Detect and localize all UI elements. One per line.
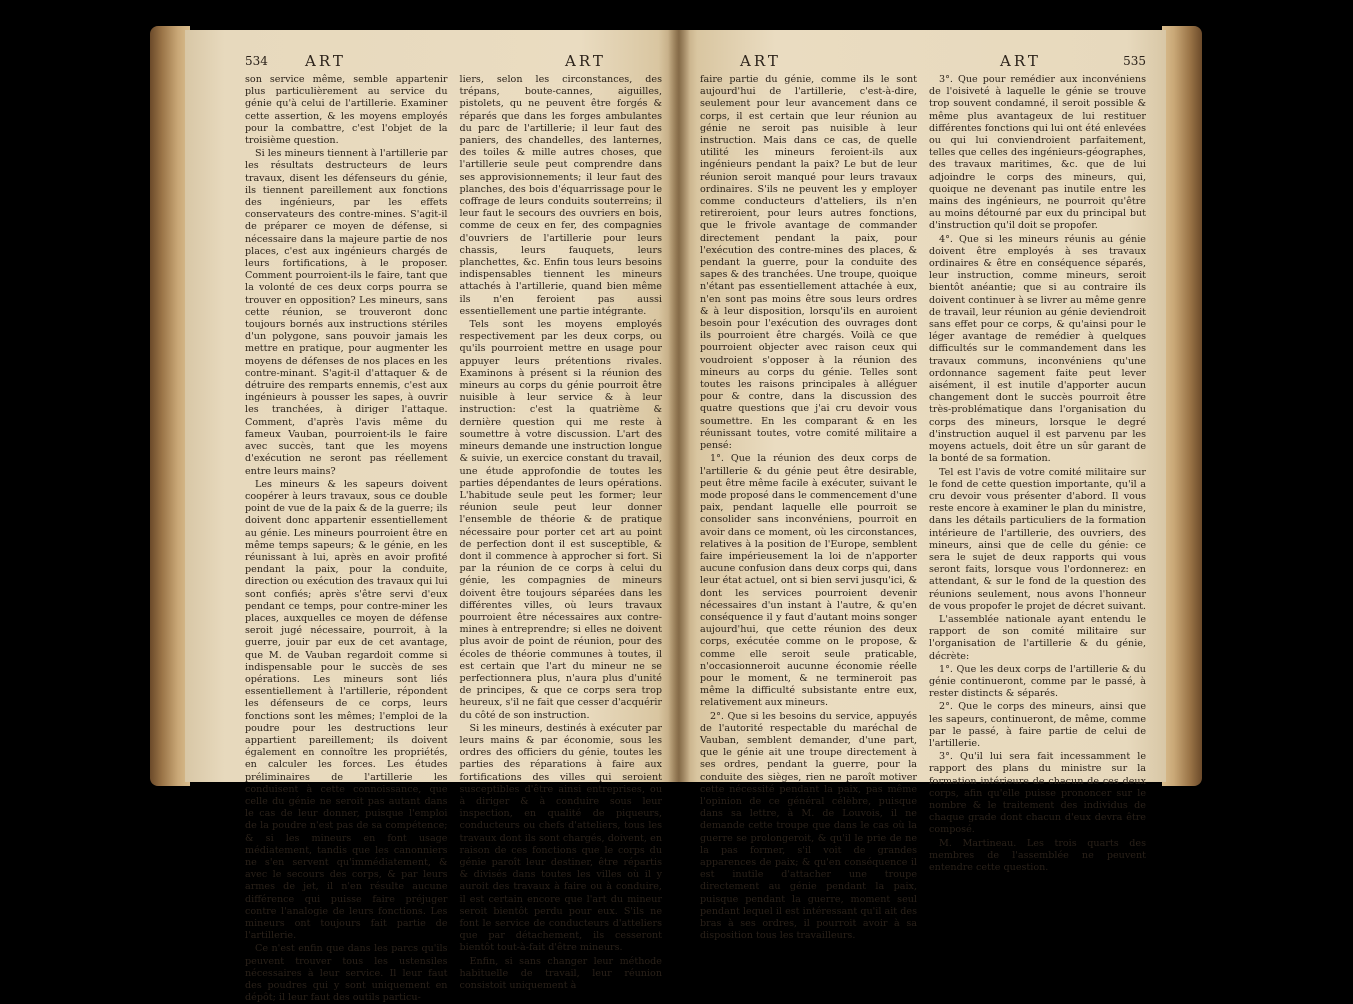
paragraph: 2°. Que si les besoins du service, appuyés de l'autorité respectable du maréchal de Vauban, semblent demander, d'une part, que le génie ait une troupe directement à ses ordres, pendant la guerre, pour la conduite des sièges, rien ne paroît motiver cette nécessité pendant la paix, pas même l'opinion de ce général célèbre, puisque dans sa lettre, à M. de Louvois, il ne demande cette troupe que dans le cas où la guerre se prolongeroit, & qu'il le prie de ne la pas former, s'il voit de grandes apparences de paix; & qu'en conséquence il est inutile d'attacher une troupe directement au génie pendant la paix, puisque pendant la guerre, moment seul pendant lequel il est intéressant qu'il ait des bras à ses ordres, il pourroit avoir à sa disposition tous les travailleurs. <box>700 710 917 942</box>
headword-left-a: ART <box>305 52 346 70</box>
paragraph: 1°. Que la réunion des deux corps de l'artillerie & du génie peut être desirable, peut être même facile à exécuter, suivant le mode proposé dans le commencement d'une paix, pendant laquelle elle pourroit se consolider sans inconvéniens, pourroit en avoir dans ce moment, où les circonstances, relatives à la position de l'Europe, semblent faire impérieusement la loi de n'apporter aucune confusion dans deux corps qui, dans leur état actuel, ont si bien servi jusqu'ici, & dont les services pourroient devenir nécessaires d'un instant à l'autre, & qu'en conséquence il y faut d'autant moins songer aujourd'hui, que cette réunion des deux corps, exécutée comme on le propose, & comme elle seroit seule praticable, n'occasionneroit aucunne économie réelle pour le moment, & ne termineroit pas même la difficulté subsistante entre eux, relativement aux mineurs. <box>700 453 917 709</box>
paragraph: 4°. Que si les mineurs réunis au génie doivent être employés à ses travaux ordinaires & être en conséquence séparés, leur instruction, comme mineurs, seroit bientôt anéantie; que si au contraire ils doivent continuer à se livrer au même genre de travail, leur réunion au génie deviendroit sans effet pour ce corps, & qu'ainsi pour le léger avantage de remédier à quelques difficultés sur le commandement dans les travaux communs, inconvéniens qu'une ordonnance sagement faite peut lever aisément, il est inutile d'apporter aucun changement dont le succès pourroit être très-problématique dans l'organisation du corps des mineurs, lorsque le degré d'instruction auquel il est parvenu par les moyens actuels, doit être un sûr garant de la bonté de sa formation. <box>929 233 1146 465</box>
headword-right-a: ART <box>740 52 781 70</box>
left-page <box>185 30 678 1004</box>
page-number-right: 535 <box>1123 54 1146 68</box>
right-page <box>678 30 1166 942</box>
paragraph: 3°. Que pour remédier aux inconvéniens de l'oisiveté à laquelle le génie se trouve trop souvent condamné, il seroit possible & même plus avantageux de lui restituer différentes fonctions qui lui ont été enlevées ou qui lui conviendroient parfaitement, telles que celles des ingénieurs-géographes, des travaux maritimes, &c. que de lui adjoindre le corps des mineurs, qui, quoique ne devenant pas inutile entre les mains des ingénieurs, ne pourroit qu'être au moins détourné par eux du principal but d'instruction qu'il doit se propofer. <box>929 74 1146 232</box>
headword-right-b: ART <box>1000 52 1041 70</box>
right-page-column-2 <box>929 74 1146 873</box>
paragraph: 3°. Qu'il lui sera fait incessamment le rapport des plans du ministre sur la formation intérieure de chacun de ces deux corps, afin qu'elle puisse prononcer sur le nombre & le traitement des individus de chaque grade dont chacun d'eux devra être composé. <box>929 751 1146 836</box>
paragraph: liers, selon les circonstances, des trépans, boute-cannes, aiguilles, pistolets, qu ne peuvent être forgés & réparés que dans les forges ambulantes du parc de l'artillerie; il leur faut des paniers, des chandelles, des lanternes, des toiles & mille autres choses, que l'artillerie seule peut comprendre dans ses approvisionnements; il leur faut des planches, des bois d'équarrissage pour le coffrage de leurs conduits souterreins; il leur faut le secours des ouvriers en bois, comme de ceux en fer, des compagnies d'ouvriers de l'artillerie pour leurs chassis, leurs fauquets, leurs planchettes, &c. Enfin tous leurs besoins indispensables tiennent les mineurs attachés à l'artillerie, quand bien même ils n'en feroient pas aussi essentiellement une partie intégrante. <box>459 74 662 317</box>
book-edge-left <box>150 26 190 786</box>
paragraph: Si les mineurs, destinés à exécuter par leurs mains & par économie, sous les ordres des officiers du génie, toutes les parties des réparations à faire aux fortifications des villes qui seroient susceptibles d'être ainsi entreprises, ou à diriger & à conduire sous leur inspection, en qualité de piqueurs, conducteurs ou chefs d'atteliers, tous les travaux dont ils sont chargés, doivent, en raison de ces fonctions que le corps du génie paroît leur destiner, être répartis & divisés dans toutes les villes où il y auroit des travaux à faire ou à conduire, il est certain encore que l'art du mineur seroit bientôt perdu pour eux. S'ils ne font le service de conducteurs d'atteliers que par détachement, ils cesseront bientôt tout-à-fait d'être mineurs. <box>459 722 662 954</box>
running-head-left <box>245 52 662 74</box>
paragraph: Tel est l'avis de votre comité militaire sur le fond de cette question importante, qu'il a cru devoir vous présenter d'abord. Il vous reste encore à examiner le plan du ministre, dans les détails particuliers de la formation intérieure de l'artillerie, des ouvriers, des mineurs, ainsi que de celle du génie: ce sera le sujet de deux rapports qui vous seront faits, lorsque vous l'ordonnerez: en attendant, & sur le fond de la question des réunions seulement, nous avons l'honneur de vous propofer le projet de décret suivant. <box>929 466 1146 612</box>
headword-left-b: ART <box>565 52 606 70</box>
paragraph: Tels sont les moyens employés respectivement par les deux corps, ou qu'ils pourroient mettre en usage pour appuyer leurs prétentions rivales. Examinons à présent si la réunion des mineurs au corps du génie pourroit être nuisible à leur service & à leur instruction: c'est la quatrième & dernière question qui me reste à soumettre à votre discussion. L'art des mineurs demande une instruction longue & suivie, un exercice constant du travail, une étude approfondie de toutes les parties dépendantes de leurs opérations. L'habitude seule peut les former; leur réunion seule peut leur donner l'ensemble de théorie & de pratique nécessaire pour porter cet art au point de perfection dont il est susceptible, & dont il commence à approcher si fort. Si par la réunion de ce corps à celui du génie, les compagnies de mineurs doivent être toujours séparées dans les différentes villes, où leurs travaux pourroient être nécessaires aux contre-mines à entreprendre; si elles ne doivent plus avoir de point de réunion, pour des écoles de théorie communes à toutes, il est certain que l'art du mineur ne se perfectionnera plus, n'aura plus d'unité de principes, & que ce corps sera trop heureux, s'il ne fait que cesser d'acquérir du côté de son instruction. <box>459 319 662 721</box>
book-edge-right <box>1162 26 1202 786</box>
paragraph: M. Martineau. Les trois quarts des membres de l'assemblée ne peuvent entendre cette question. <box>929 837 1146 873</box>
book-gutter <box>668 30 690 782</box>
paragraph: Si les mineurs tiennent à l'artillerie par les résultats destructeurs de leurs travaux, disent les défenseurs du génie, ils tiennent pareillement aux fonctions des ingénieurs, par les effets conservateurs des contre-mines. S'agit-il de préparer ce moyen de défense, si nécessaire dans la majeure partie de nos places, c'est aux ingénieurs chargés de leurs fortifications, à le proposer. Comment pourroient-ils le faire, tant que la volonté de ces deux corps pourra se trouver en opposition? Les mineurs, sans cette réunion, se trouveront donc toujours bornés aux instructions stériles d'un polygone, sans pouvoir jamais les mettre en pratique, pour augmenter les moyens de défenses de nos places en les contre-minant. S'agit-il d'attaquer & de détruire des remparts ennemis, c'est aux ingénieurs à pousser les sapes, à ouvrir les tranchées, à diriger l'attaque. Comment, d'après l'avis même du fameux Vauban, pourroient-ils le faire avec succès, tant que les moyens d'exécution ne seront pas réellement entre leurs mains? <box>245 148 448 477</box>
left-page-column-2 <box>459 74 663 992</box>
running-head-right <box>700 52 1146 74</box>
page-number-left: 534 <box>245 54 268 68</box>
paragraph: L'assemblée nationale ayant entendu le rapport de son comité militaire sur l'organisation de l'artillerie & du génie, décrète: <box>929 613 1146 662</box>
paragraph: Ce n'est enfin que dans les parcs qu'ils peuvent trouver tous les ustensiles nécessaires à leur service. Il leur faut des poudres qui y sont uniquement en dépôt; il leur faut des outils particu- <box>245 943 448 1004</box>
right-page-column-1 <box>700 74 917 942</box>
paragraph: 2°. Que le corps des mineurs, ainsi que les sapeurs, continueront, de même, comme par le passé, à faire partie de celui de l'artillerie. <box>929 701 1146 749</box>
paragraph: faire partie du génie, comme ils le sont aujourd'hui de l'artillerie, c'est-à-dire, seulement pour leur avancement dans ce corps, il est certain que leur réunion au génie ne seroit pas nuisible à leur instruction. Mais dans ce cas, de quelle utilité les mineurs feroient-ils aux ingénieurs pendant la paix? Le but de leur réunion seroit manqué pour leurs travaux ordinaires. S'ils ne peuvent les y employer comme conducteurs d'atteliers, ils n'en retireroient, pour leurs autres fonctions, que le frivole avantage de commander directement pendant la paix, pour l'exécution des contre-mines des places, & pendant la guerre, pour la conduite des sapes & des tranchées. Une troupe, quoique n'étant pas essentiellement attachée à eux, n'en sont pas moins être sous leurs ordres & à leur disposition, lorsqu'ils en auroient besoin pour l'exécution des ouvrages dont ils pourroient être chargés. Voilà ce que pourroient objecter avec raison ceux qui voudroient s'opposer à la réunion des mineurs au corps du génie. Telles sont toutes les raisons principales à alléguer pour & contre, dans la discussion des quatre questions que j'ai cru devoir vous soumettre. En les comparant & en les réunissant toutes, votre comité militaire a pensé: <box>700 74 917 452</box>
left-page-column-1 <box>245 74 448 1004</box>
paragraph: Les mineurs & les sapeurs doivent coopérer à leurs travaux, sous ce double point de vue de la paix & de la guerre; ils doivent donc appartenir essentiellement au génie. Les mineurs pourroient être en même temps sapeurs; & le génie, en les réunissant à lui, après en avoir profité pendant la paix, pour la conduite, direction ou exécution des travaux qui lui sont confiés; après s'être servi d'eux pendant ce temps, pour contre-miner les places, auxquelles ce moyen de défense seroit jugé nécessaire, pourroit, à la guerre, jouir par eux de cet avantage, que M. de Vauban regardoit comme si indispensable pour le succès de ses opérations. Les mineurs sont liés essentiellement à l'artillerie, répondent les défenseurs de ce corps, leurs fonctions sont les mêmes; l'emploi de la poudre pour les destructions leur appartient pareillement; ils doivent également en connoître les propriétés, en calculer les forces. Les études préliminaires de l'artillerie les conduisent à cette connoissance, que celle du génie ne seroit pas autant dans le cas de leur donner, puisque l'emploi de la poudre n'est pas de sa compétence; & si les mineurs en font usage médiatement, tandis que les canonniers ne s'en servent qu'immédiatement, & avec le secours des corps, & par leurs armes de jet, il n'en résulte aucune différence qui puisse faire préjuger contre l'analogie de leurs fonctions. Les mineurs ont toujours fait partie de l'artillerie. <box>245 478 448 942</box>
paragraph: Enfin, si sans changer leur méthode habituelle de travail, leur réunion consistoit uniquement à <box>459 955 662 992</box>
paragraph: 1°. Que les deux corps de l'artillerie & du génie continueront, comme par le passé, à rester distincts & séparés. <box>929 663 1146 700</box>
paragraph: son service même, semble appartenir plus particulièrement au service du génie qu'à celui de l'artillerie. Examiner cette assertion, & les moyens employés pour la combattre, c'est l'objet de la troisième question. <box>245 74 448 147</box>
